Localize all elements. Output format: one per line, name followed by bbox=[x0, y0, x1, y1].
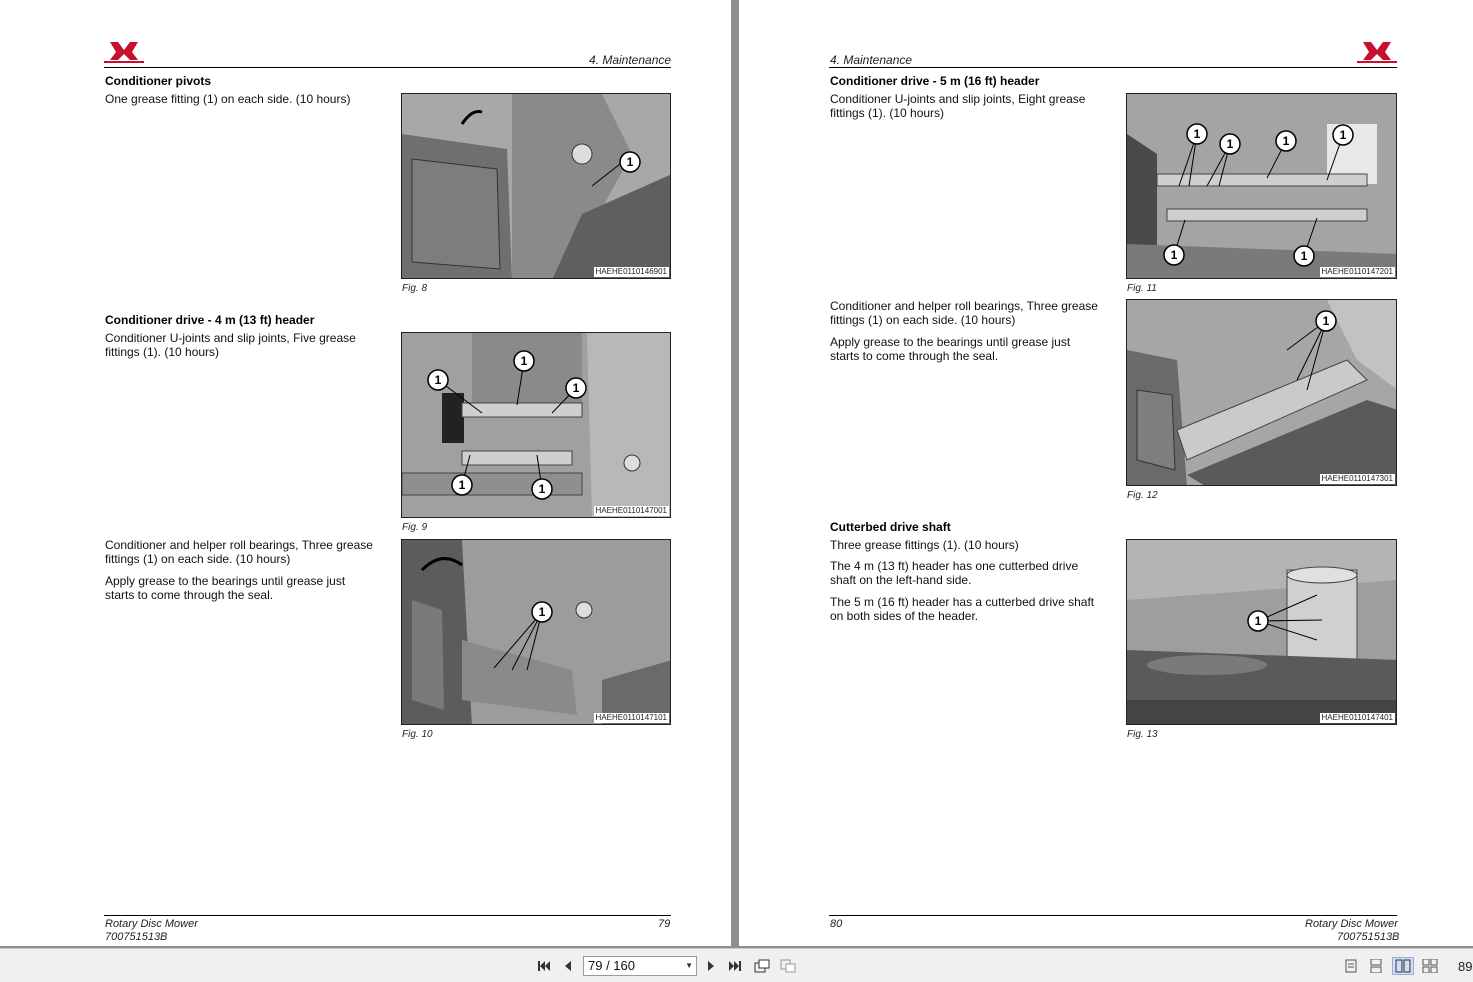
figure-image bbox=[1126, 539, 1397, 725]
callout-label: 1 bbox=[572, 381, 580, 395]
section-text-line: Apply grease to the bearings until grease just bbox=[105, 574, 346, 588]
figure-caption: Fig. 9 bbox=[402, 522, 428, 533]
continuous-view-icon[interactable] bbox=[1366, 957, 1386, 975]
compare-icon[interactable] bbox=[778, 957, 798, 975]
figure-image bbox=[1126, 299, 1397, 486]
figure-code: HAEHE0110146901 bbox=[595, 267, 667, 276]
figure-illustration bbox=[402, 333, 671, 518]
figure-illustration bbox=[1127, 94, 1397, 279]
chevron-down-icon[interactable]: ▼ bbox=[685, 961, 693, 970]
figure-caption: Fig. 8 bbox=[402, 283, 428, 294]
footer-title: Rotary Disc Mower bbox=[105, 918, 198, 930]
section-text-line: starts to come through the seal. bbox=[105, 588, 274, 602]
callout-label: 1 bbox=[1339, 128, 1347, 142]
massey-ferguson-logo bbox=[104, 40, 144, 64]
figure-image bbox=[401, 93, 671, 279]
section-heading: Conditioner drive - 4 m (13 ft) header bbox=[105, 313, 315, 327]
section-text-line: fittings (1). (10 hours) bbox=[830, 106, 945, 120]
callout-label: 1 bbox=[1170, 248, 1178, 262]
last-page-icon[interactable] bbox=[725, 957, 745, 975]
header-rule bbox=[104, 67, 671, 68]
section-text-line: fittings (1) on each side. (10 hours) bbox=[830, 313, 1016, 327]
callout-label: 1 bbox=[458, 478, 466, 492]
footer-title: Rotary Disc Mower bbox=[1305, 918, 1398, 930]
page-indicator: 79 / 160 bbox=[588, 958, 635, 973]
two-page-view-icon[interactable] bbox=[1392, 957, 1414, 975]
figure-code: HAEHE0110147001 bbox=[595, 506, 667, 515]
section-heading: Conditioner drive - 5 m (16 ft) header bbox=[830, 74, 1040, 88]
section-text-line: The 5 m (16 ft) header has a cutterbed drive shaft bbox=[830, 595, 1095, 609]
figure-illustration bbox=[402, 540, 671, 725]
footer-rule bbox=[104, 915, 671, 916]
figure-caption: Fig. 11 bbox=[1127, 283, 1157, 294]
next-page-icon[interactable] bbox=[701, 957, 721, 975]
page-80 bbox=[739, 0, 1473, 946]
footer-rule bbox=[829, 915, 1397, 916]
page-number: 80 bbox=[830, 918, 843, 930]
callout-label: 1 bbox=[1282, 134, 1290, 148]
figure-caption: Fig. 10 bbox=[402, 729, 433, 740]
figure-code: HAEHE0110147401 bbox=[1321, 713, 1393, 722]
page-79 bbox=[0, 0, 731, 946]
figure-code: HAEHE0110147101 bbox=[595, 713, 667, 722]
section-heading: Conditioner pivots bbox=[105, 74, 211, 88]
callout-label: 1 bbox=[1226, 137, 1234, 151]
figure-illustration bbox=[402, 94, 671, 279]
callout-label: 1 bbox=[538, 482, 546, 496]
section-text-line: Conditioner and helper roll bearings, Three grease bbox=[105, 538, 373, 552]
figure-caption: Fig. 12 bbox=[1127, 490, 1158, 501]
callout-label: 1 bbox=[434, 373, 442, 387]
section-text-line: Conditioner U-joints and slip joints, Five grease bbox=[105, 331, 356, 345]
page-number-input[interactable] bbox=[583, 956, 697, 976]
section-text-line: on both sides of the header. bbox=[830, 609, 979, 623]
single-page-view-icon[interactable] bbox=[1341, 957, 1361, 975]
section-text-line: fittings (1) on each side. (10 hours) bbox=[105, 552, 291, 566]
prev-page-icon[interactable] bbox=[558, 957, 578, 975]
section-text-line: Conditioner and helper roll bearings, Three grease bbox=[830, 299, 1098, 313]
callout-label: 1 bbox=[1300, 249, 1308, 263]
massey-ferguson-logo bbox=[1357, 40, 1397, 64]
section-text: One grease fitting (1) on each side. (10 hours) bbox=[105, 92, 351, 106]
zoom-level[interactable]: 89 bbox=[1458, 959, 1473, 974]
footer-code: 700751513B bbox=[105, 931, 168, 943]
section-heading: Cutterbed drive shaft bbox=[830, 520, 951, 534]
section-text-line: The 4 m (13 ft) header has one cutterbed drive bbox=[830, 559, 1079, 573]
header-title: 4. Maintenance bbox=[830, 53, 913, 67]
navigation-toolbar bbox=[0, 948, 1473, 982]
first-page-icon[interactable] bbox=[534, 957, 554, 975]
callout-label: 1 bbox=[1254, 614, 1262, 628]
figure-image bbox=[1126, 93, 1397, 279]
callout-label: 1 bbox=[1322, 314, 1330, 328]
section-text-line: starts to come through the seal. bbox=[830, 349, 999, 363]
header-rule bbox=[829, 67, 1397, 68]
footer-code: 700751513B bbox=[1337, 931, 1400, 943]
section-text-line: Conditioner U-joints and slip joints, Eight grease bbox=[830, 92, 1086, 106]
figure-image bbox=[401, 332, 671, 518]
export-icon[interactable] bbox=[752, 957, 772, 975]
section-text-line: shaft on the left-hand side. bbox=[830, 573, 972, 587]
callout-label: 1 bbox=[626, 155, 634, 169]
figure-image bbox=[401, 539, 671, 725]
figure-illustration bbox=[1127, 300, 1397, 486]
figure-illustration bbox=[1127, 540, 1397, 725]
header-title: 4. Maintenance bbox=[589, 53, 672, 67]
figure-code: HAEHE0110147201 bbox=[1321, 267, 1393, 276]
page-number: 79 bbox=[658, 918, 671, 930]
figure-code: HAEHE0110147301 bbox=[1321, 474, 1393, 483]
callout-label: 1 bbox=[520, 354, 528, 368]
two-page-continuous-view-icon[interactable] bbox=[1420, 957, 1440, 975]
section-text-line: fittings (1). (10 hours) bbox=[105, 345, 220, 359]
section-text: Three grease fittings (1). (10 hours) bbox=[830, 538, 1019, 552]
callout-label: 1 bbox=[1193, 127, 1201, 141]
section-text-line: Apply grease to the bearings until grease just bbox=[830, 335, 1071, 349]
callout-label: 1 bbox=[538, 605, 546, 619]
figure-caption: Fig. 13 bbox=[1127, 729, 1158, 740]
